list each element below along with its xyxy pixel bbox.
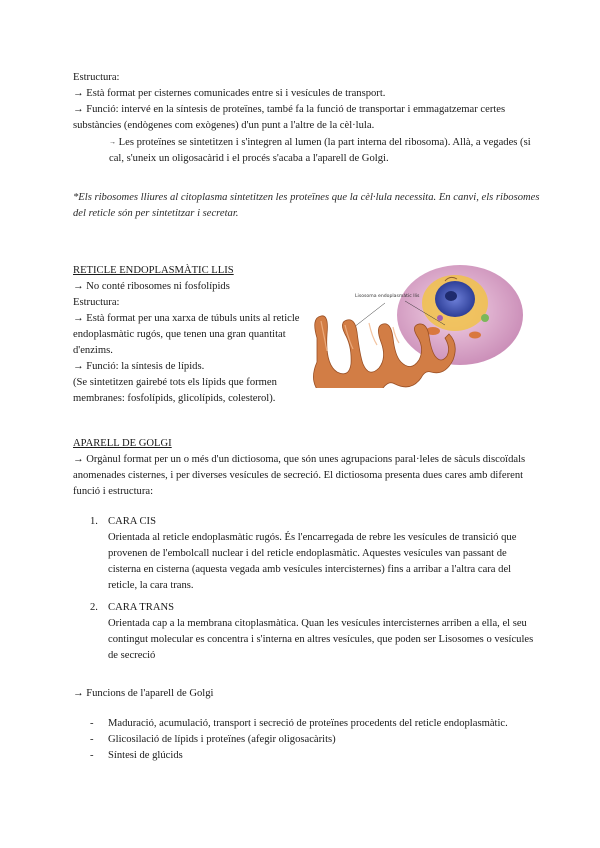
structure-section (73, 70, 543, 167)
list-number: 1. (90, 516, 98, 527)
function-item: Glicosilació de lípids i proteïnes (afegir oligosacàrits) (108, 734, 336, 745)
structure-label: Estructura: (73, 72, 120, 83)
rel-section (73, 263, 308, 407)
golgi-functions-heading (73, 686, 543, 702)
list-item (90, 732, 550, 748)
rel-lipids-line: (Se sintetitzen gairebé tots els lípids que formen membranes: fosfolípids, glicolípids, colesterol). (73, 377, 277, 404)
trans-face-title: CARA TRANS (108, 602, 175, 613)
list-item (90, 716, 550, 732)
bullet-dash: - (90, 718, 94, 729)
function-line: → Funció: intervé en la síntesis de proteïnes, també fa la funció de transportar i emmagatzemar certes substàncies (endògenes com exògenes) d'un punt a l'altre de la cèl·lula. (73, 104, 506, 131)
tubule-highlight (369, 323, 377, 345)
ribosome-note (73, 190, 543, 222)
protein-synthesis-text: Les proteïnes se sintetitzen i s'integren al lumen (la part interna del ribosoma). Allà, a vegades (si cal, s'uneix un oligosacàrid i el procés s'acaba a l'aparell de Golgi. (109, 137, 531, 164)
list-item (90, 748, 550, 764)
tubule-highlight (393, 327, 399, 343)
rel-line: → No conté ribosomes ni fosfolípids (73, 281, 230, 292)
golgi-intro: → Orgànul format per un o més d'un dictiosoma, que són unes agrupacions paral·leles de sàculs discoïdals anomenades cisternes, i per diverses vesícules de secreció. El dictiosoma presenta dues cares amb diferent funció i estructura: (73, 454, 526, 497)
protein-synthesis-note (73, 134, 543, 167)
ribosome-note-text: *Els ribosomes lliures al citoplasma sintetitzen les proteïnes que la cèl·lula necessita. En canvi, els ribosomes del reticle són per sintetitzar i secretar. (73, 192, 540, 219)
rel-function-line: → Funció: la síntesis de lípids. (73, 361, 205, 372)
bullet-dash: - (90, 734, 94, 745)
golgi-heading: APARELL DE GOLGI (73, 438, 172, 449)
cell-vesicle (481, 314, 489, 322)
figure-label: Lisosoma endoplasmàtic llis (355, 294, 420, 299)
cis-face-text: Orientada al reticle endoplasmàtic rugós. És l'encarregada de rebre les vesícules de transició que provenen de l'embolcall nuclear i del reticle endoplasmàtic. Aquestes vesícules van passant de cisterna en cisterna (aquesta vegada amb vesícules intercisternes) fins a arribar a l'altra cara del reticle, la cara trans. (108, 532, 517, 591)
sub-arrow: → (109, 138, 116, 146)
cell-vesicle (437, 315, 443, 321)
list-item (90, 600, 540, 664)
function-item: Maduració, acumulació, transport i secreció de proteïnes procedents del reticle endoplasmàtic. (108, 718, 508, 729)
list-item (90, 514, 540, 594)
rel-structure-line: → Està format per una xarxa de túbuls units al reticle endoplasmàtic rugós, que tenen una gran quantitat d'enzims. (73, 313, 300, 356)
smooth-er-figure (305, 263, 525, 388)
trans-face-text: Orientada cap a la membrana citoplasmàtica. Quan les vesícules intercisternes arriben a ella, el seu contingut molecular es concentra i s'interna en altres vesícules, que poden ser Lisosomes o vesícules de secreció (108, 618, 534, 661)
list-number: 2. (90, 602, 98, 613)
rel-heading: RETICLE ENDOPLASMÀTIC LLIS (73, 265, 234, 276)
functions-title: → Funcions de l'aparell de Golgi (73, 688, 214, 699)
smooth-er-illustration (305, 263, 525, 388)
cell-nucleolus (445, 291, 457, 301)
bullet-dash: - (90, 750, 94, 761)
structure-line: → Està format per cisternes comunicades entre si i vesícules de transport. (73, 88, 386, 99)
function-item: Síntesi de glúcids (108, 750, 183, 761)
rel-structure-label: Estructura: (73, 297, 120, 308)
cell-mitochondrion (469, 332, 481, 339)
golgi-section (73, 436, 543, 500)
cis-face-title: CARA CIS (108, 516, 156, 527)
